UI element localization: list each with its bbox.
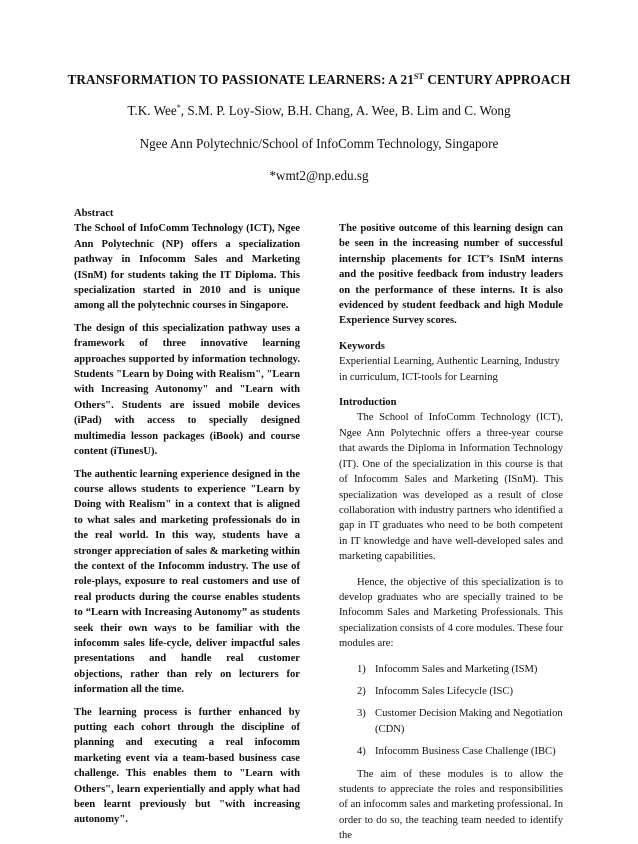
list-item bbox=[339, 684, 563, 699]
list-item-text: Infocomm Business Case Challenge (IBC) bbox=[375, 746, 556, 758]
list-item-text: Infocomm Sales and Marketing (ISM) bbox=[375, 663, 538, 675]
title-tail: CENTURY APPROACH bbox=[423, 72, 571, 87]
introduction-paragraph-3: The aim of these modules is to allow the students to appreciate the roles and responsibilities of an infocomm sales and marketing professional. In order to do so, the teaching team needed to identify the bbox=[339, 768, 563, 842]
list-item-text: Infocomm Sales Lifecycle (ISC) bbox=[375, 685, 513, 697]
abstract-paragraph-5: The positive outcome of this learning design can be seen in the increasing number of successful internship placements for ICT’s ISnM interns and the positive feedback from industry leaders on the performance of these interns. It is also evidenced by student feedback and high Module Experience Survey scores. bbox=[339, 223, 563, 327]
corresponding-author-mark: * bbox=[176, 103, 181, 112]
introduction-heading: Introduction bbox=[339, 397, 397, 409]
list-item-number: 1) bbox=[357, 663, 366, 675]
introduction-paragraph-2: Hence, the objective of this specialization is to develop graduates who are specially trained to be Infocomm Sales and Marketing Professionals. This specialization consists of 4 core modules. These four modules are: bbox=[339, 576, 563, 650]
keywords-heading: Keywords bbox=[339, 340, 385, 352]
paper-title bbox=[0, 72, 638, 88]
right-column bbox=[339, 221, 563, 844]
author-first: T.K. Wee bbox=[127, 103, 177, 118]
introduction-paragraph-1: The School of InfoComm Technology (ICT), Ngee Ann Polytechnic offers a three-year course that awards the Diploma in Information Technology (IT). One of the specialization in this course is that of Infocomm Sales and Marketing (ISnM). This specialization was developed as a result of close collaboration with industry partners who identified a gap in IT graduates who need to be both competent in IT knowledge and have well-developed sales and marketing capabilities. bbox=[339, 412, 563, 563]
list-item-number: 3) bbox=[357, 708, 366, 720]
abstract-paragraph-3: The authentic learning experience designed in the course allows students to experience "Learn by Doing with Realism" in a context that is aligned to what sales and marketing professionals do in the real world. In this way, students have a stronger appreciation of sales & marketing within the context of the Infocomm industry. The use of role-plays, exposure to real customers and use of real products during the course enables students to “Learn with Increasing Autonomy” as students seek their own ways to be familiar with the infocomm sales life-cycle, deliver impactful sales presentations and handle real customer objections, rather than rely on lecturers for information all the time. bbox=[74, 468, 300, 696]
keywords-text: Experiential Learning, Authentic Learning, Industry in curriculum, ICT-tools for Learning bbox=[339, 356, 560, 383]
abstract-heading: Abstract bbox=[74, 208, 114, 219]
list-item bbox=[339, 744, 563, 759]
list-item bbox=[339, 662, 563, 677]
abstract-paragraph-2: The design of this specialization pathway uses a framework of three innovative learning approaches supported by information technology. Students "Learn by Doing with Realism", "Learn with Increasing Autonomy" and "Learn with Others". Students are issued mobile devices (iPad) with access to specially designed multimedia lesson packages (iBook) and course content (iTunesU). bbox=[74, 322, 300, 458]
core-modules-list bbox=[339, 662, 563, 760]
list-item bbox=[339, 706, 563, 737]
title-main: TRANSFORMATION TO PASSIONATE LEARNERS: A 21 bbox=[67, 72, 414, 87]
abstract-paragraph-4: The learning process is further enhanced by putting each cohort through the discipline of planning and executing a real infocomm marketing event via a team-based business case challenge. This enables them to "Learn with Others", learn experientially and apply what had been learnt previously but "with increasing autonomy". bbox=[74, 706, 300, 826]
affiliation: Ngee Ann Polytechnic/School of InfoComm Technology, Singapore bbox=[139, 136, 499, 151]
list-item-number: 4) bbox=[357, 746, 366, 758]
abstract-paragraph-1: The School of InfoComm Technology (ICT), Ngee Ann Polytechnic (NP) offers a specialization pathway in Infocomm Sales and Marketing (ISnM) for students taking the IT Diploma. This specialization started in 2010 and is unique among all the polytechnic courses in Singapore. bbox=[74, 223, 300, 312]
left-column bbox=[74, 206, 300, 828]
authors-rest: , S.M. P. Loy-Siow, B.H. Chang, A. Wee, B. Lim and C. Wong bbox=[180, 103, 511, 118]
contact-email: *wmt2@np.edu.sg bbox=[269, 168, 369, 183]
list-item-text: Customer Decision Making and Negotiation (CDN) bbox=[375, 708, 563, 735]
title-superscript: ST bbox=[413, 72, 424, 81]
author-list bbox=[0, 103, 638, 119]
list-item-number: 2) bbox=[357, 685, 366, 697]
